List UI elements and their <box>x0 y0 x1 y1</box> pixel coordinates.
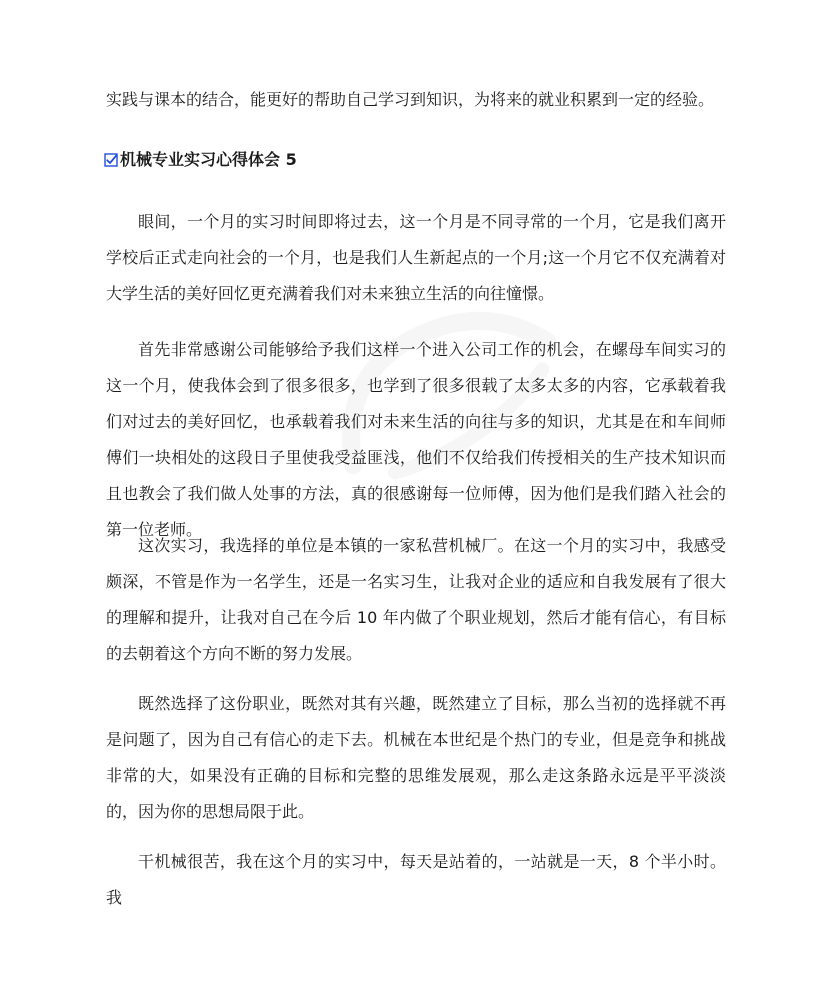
paragraph-1: 眼间，一个月的实习时间即将过去，这一个月是不同寻常的一个月，它是我们离开学校后正式走向社会的一个月，也是我们人生新起点的一个月;这一个月它不仅充满着对大学生活的美好回忆更充满着我们对未来独立生活的向往憧憬。 <box>106 212 726 303</box>
paragraph-4: 既然选择了这份职业，既然对其有兴趣，既然建立了目标，那么当初的选择就不再是问题了，因为自己有信心的走下去。机械在本世纪是个热门的专业，但是竞争和挑战非常的大，如果没有正确的目标和完整的思维发展观，那么走这条路永远是平平淡淡的，因为你的思想局限于此。 <box>106 694 726 821</box>
paragraph-3: 这次实习，我选择的单位是本镇的一家私营机械厂。在这一个月的实习中，我感受颇深，不管是作为一名学生，还是一名实习生，让我对企业的适应和自我发展有了很大的理解和提升，让我对自己在今后 10 年内做了个职业规划，然后才能有信心，有目标的去朝着这个方向不断的努力发展。 <box>106 536 726 663</box>
section-heading <box>104 146 297 174</box>
paragraph-5: 干机械很苦，我在这个月的实习中，每天是站着的，一站就是一天，8 个半小时。我 <box>106 852 726 907</box>
section-heading-text: 机械专业实习心得体会 5 <box>120 150 297 169</box>
intro-paragraph: 实践与课本的结合，能更好的帮助自己学习到知识，为将来的就业积累到一定的经验。 <box>106 90 715 109</box>
checkbox-checked-icon <box>104 153 118 167</box>
paragraph-2: 首先非常感谢公司能够给予我们这样一个进入公司工作的机会，在螺母车间实习的这一个月，使我体会到了很多很多，也学到了很多很载了太多太多的内容，它承载着我们对过去的美好回忆，也承载着我们对未来生活的向往与多的知识，尤其是在和车间师傅们一块相处的这段日子里使我受益匪浅，他们不仅给我们传授相关的生产技术知识而且也教会了我们做人处事的方法，真的很感谢每一位师傅，因为他们是我们踏入社会的第一位老师。 <box>106 340 726 539</box>
